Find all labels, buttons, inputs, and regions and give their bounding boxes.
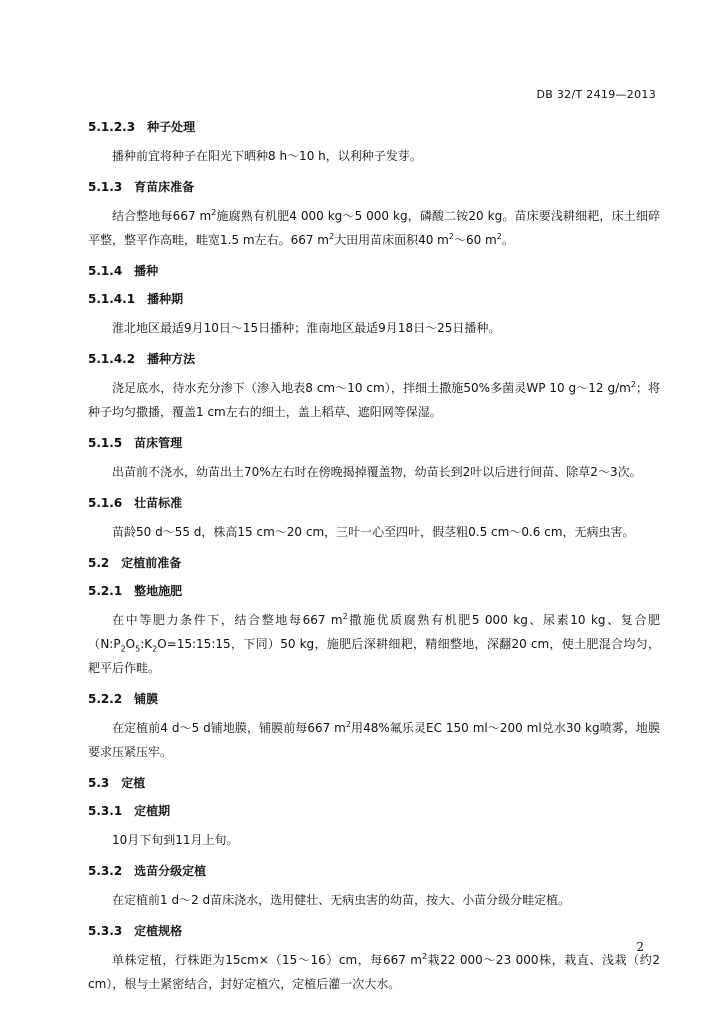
paragraph-seedling-grading: 在定植前1 d～2 d苗床浇水，选用健壮、无病虫害的幼苗，按大、小苗分级分畦定植。 — [112, 893, 571, 907]
paragraph-planting-period: 10月下旬到11月上旬。 — [112, 833, 239, 847]
page-number: 2 — [636, 940, 644, 954]
heading-5-3-3: 5.3.3 定植规格 — [88, 924, 183, 938]
paragraph-sowing-period: 淮北地区最适9月10日～15日播种；淮南地区最适9月18日～25日播种。 — [112, 321, 501, 335]
paragraph-seedbed-management: 出苗前不浇水，幼苗出土70%左右时在傍晚揭掉覆盖物，幼苗长到2叶以后进行间苗、除草2～3次。 — [112, 465, 642, 479]
paragraph-seedbed-preparation: 结合整地每667 $m^2$施腐熟有机肥4 000 kg～5 000 kg，磷酸二铵20 kg。苗床要浅耕细耙，床土细碎平整，整平作高畦，畦宽1.5 m左右。667 $m^2$大田用苗床面积40 $m^2\sim 60$ $m^2$。 — [88, 208, 660, 247]
heading-5-2-2: 5.2.2 铺膜 — [88, 692, 159, 706]
heading-5-1-4-1: 5.1.4.1 播种期 — [88, 292, 184, 306]
heading-5-2-1: 5.2.1 整地施肥 — [88, 584, 183, 598]
heading-5-3: 5.3 定植 — [88, 776, 146, 790]
paragraph-planting-spec: 单株定植，行株距为15cm×（15～16）cm，每667 $m^2$栽22 000～23 000株，栽直、浅栽（约2 cm），根与土紧密结合，封好定植穴，定植后灌一次大水。 — [88, 952, 660, 991]
heading-5-3-2: 5.3.2 选苗分级定植 — [88, 864, 207, 878]
paragraph-sowing-method: 浇足底水，待水充分渗下（渗入地表8 cm～10 cm），拌细土撒施50%多菌灵WP 10 g～12 $g/m^2$；将种子均匀撒播，覆盖1 cm左右的细土，盖上稻草、遮阳网等保湿。 — [88, 380, 660, 419]
heading-5-1-3: 5.1.3 育苗床准备 — [88, 180, 195, 194]
heading-5-3-1: 5.3.1 定植期 — [88, 804, 171, 818]
paragraph-land-fertilization: 在中等肥力条件下，结合整地每667 $m^2$撒施优质腐熟有机肥5 000 kg、尿素10 kg、复合肥（$N:P_2O_5:K_2O=15:15:15$，下同）50 kg，施肥后深耕细耙，精细整地，深翻20 cm，使土肥混合均匀，耙平后作畦。 — [88, 612, 660, 675]
paragraph-mulching: 在定植前4 d～5 d铺地膜，铺膜前每667 $m^2$用48%氟乐灵EC 150 ml～200 ml兑水30 kg喷雾，地膜要求压紧压牢。 — [88, 720, 660, 759]
heading-5-1-6: 5.1.6 壮苗标准 — [88, 496, 183, 510]
heading-5-1-2-3: 5.1.2.3 种子处理 — [88, 120, 196, 134]
heading-5-2: 5.2 定植前准备 — [88, 556, 182, 570]
heading-5-1-5: 5.1.5 苗床管理 — [88, 436, 183, 450]
document-body — [88, 118, 660, 996]
heading-5-1-4-2: 5.1.4.2 播种方法 — [88, 352, 196, 366]
document-code: DB 32/T 2419—2013 — [536, 88, 656, 101]
paragraph-seed-treatment: 播种前宜将种子在阳光下晒种8 h～10 h，以利种子发芽。 — [112, 149, 422, 163]
paragraph-seedling-standard: 苗龄50 d～55 d，株高15 cm～20 cm，三叶一心至四叶，假茎粗0.5 cm～0.6 cm，无病虫害。 — [112, 525, 635, 539]
heading-5-1-4: 5.1.4 播种 — [88, 264, 159, 278]
